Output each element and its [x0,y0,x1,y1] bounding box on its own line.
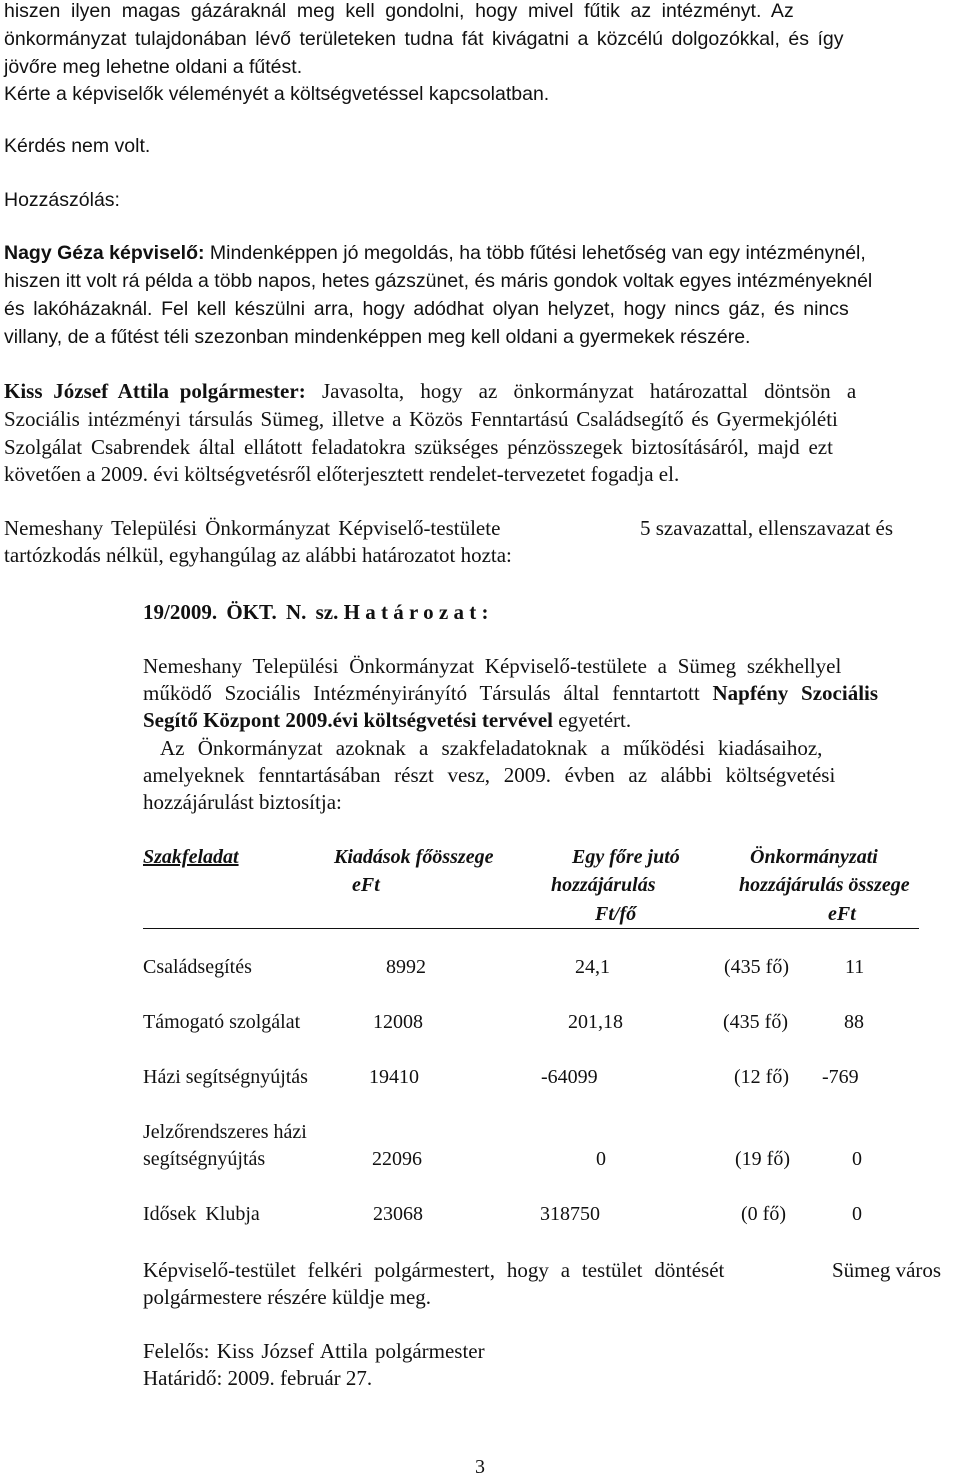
row-persons: (435 fő) [723,1011,788,1033]
kiss-speaker: Kiss József Attila polgármester: [4,379,306,403]
resolution-p1-line-3 [143,708,631,733]
nagy-line-3: és lakóházaknál. Fel kell készülni arra, hogy adódhat olyan helyzet, hogy nincs gáz, és nincs [4,298,849,320]
row-per-capita: 24,1 [575,956,610,978]
nagy-line-1 [4,242,866,265]
resolution-p1-text: működő Szociális Intézményirányító Társulás által fenntartott [143,681,700,705]
closing-line-1b: Sümeg város [832,1258,942,1282]
row-contribution: 0 [852,1203,862,1225]
nagy-speaker: Nagy Géza képviselő: [4,242,205,264]
table-header-total-1: Kiadások főösszege [334,846,494,868]
table-header-per-capita-1: Egy főre jutó [572,846,680,868]
row-per-capita: 0 [596,1148,606,1170]
no-question-note: Kérdés nem volt. [4,135,151,157]
row-name: Jelzőrendszeres házi [143,1121,307,1143]
row-total: 12008 [373,1011,423,1033]
row-persons: (19 fő) [735,1148,790,1170]
row-contribution: 88 [844,1011,864,1033]
nagy-line-2: hiszen itt volt rá példa a több napos, hetes gázszünet, és máris gondok voltak egyes intézményeknél [4,270,873,292]
table-header-contribution-1: Önkormányzati [750,846,878,868]
intro-line-1 [4,0,954,23]
kiss-text-1: Javasolta, hogy az önkormányzat határozattal döntsön a [305,379,857,403]
kiss-line-2: Szociális intézményi társulás Sümeg, illetve a Közös Fenntartású Családsegítő és Gyermekjóléti [4,407,838,431]
row-name: Idősek Klubja [143,1203,260,1225]
resolution-p2-line-1: Az Önkormányzat azoknak a szakfeladatoknak a működési kiadásaihoz, [160,736,823,760]
resolution-p1-line-1: Nemeshany Települési Önkormányzat Képviselő-testülete a Sümeg székhellyel [143,654,842,678]
row-name: Támogató szolgálat [143,1011,301,1033]
row-total: 22096 [372,1148,422,1170]
row-total: 8992 [386,956,426,978]
vote-line-1a: Nemeshany Települési Önkormányzat Képviselő-testülete [4,516,501,540]
page-number: 3 [475,1456,485,1478]
resolution-center-name: Napfény Szociális [712,681,879,705]
resolution-p1-line-2 [143,681,878,706]
row-per-capita: 201,18 [568,1011,623,1033]
resolution-number: 19/2009. ÖKT. N. sz. [143,600,339,624]
table-header-contribution-3: eFt [828,903,856,925]
row-persons: (12 fő) [734,1066,789,1088]
nagy-text-1: Mindenképpen jó megoldás, ha több fűtési lehetőség van egy intézménynél, [204,242,866,264]
deadline: Határidő: 2009. február 27. [143,1366,373,1390]
kiss-line-4: követően a 2009. évi költségvetésről előterjesztett rendelet-tervezetet fogadja el. [4,462,680,486]
resolution-budget-plan: Segítő Központ 2009.évi költségvetési tervével [143,708,553,732]
intro-line-2: önkormányzat tulajdonában lévő területeken tudna fát kivágatni a közcélú dolgozókkal, és így [4,28,844,50]
row-total: 23068 [373,1203,423,1225]
intro-line-4: Kérte a képviselők véleményét a költségvetéssel kapcsolatban. [4,83,550,105]
row-contribution: 11 [845,956,865,978]
kiss-line-1 [4,379,856,404]
resolution-title: H a t á r o z a t : [343,600,489,624]
nagy-line-4: villany, de a fűtést téli szezonban mindenképpen meg kell oldani a gyermekek részére. [4,326,751,348]
row-persons: (0 fő) [741,1203,786,1225]
resolution-p2-line-3: hozzájárulást biztosítja: [143,790,342,814]
row-contribution: -769 [822,1066,859,1088]
table-header-per-capita-3: Ft/fő [595,903,637,925]
row-contribution: 0 [852,1148,862,1170]
intro-line-3: jövőre meg lehetne oldani a fűtést. [4,56,303,78]
table-header-szakfeladat: Szakfeladat [143,846,239,868]
kiss-line-3: Szolgálat Csabrendek által ellátott feladatokra szükséges pénzösszegek biztosításáról, majd ezt [4,435,833,459]
vote-line-1b: 5 szavazattal, ellenszavazat és [640,516,894,540]
intro-line-1-text: hiszen ilyen magas gázáraknál meg kell gondolni, hogy mivel fűtik az intézményt. Az [4,0,794,22]
row-name-cont: segítségnyújtás [143,1148,266,1170]
responsible-person: Felelős: Kiss József Attila polgármester [143,1339,485,1363]
row-total: 19410 [369,1066,419,1088]
table-header-total-2: eFt [352,874,380,896]
resolution-header [143,600,488,625]
row-per-capita: -64099 [541,1066,598,1088]
row-name: Házi segítségnyújtás [143,1066,308,1088]
closing-line-1a: Képviselő-testület felkéri polgármestert, hogy a testület döntését [143,1258,725,1282]
resolution-p2-line-2: amelyeknek fenntartásában részt vesz, 2009. évben az alábbi költségvetési [143,763,836,787]
resolution-agree: egyetért. [553,708,632,732]
closing-line-2: polgármestere részére küldje meg. [143,1285,432,1309]
comments-heading: Hozzászólás: [4,189,120,211]
table-header-per-capita-2: hozzájárulás [551,874,656,896]
table-header-rule [143,928,919,929]
row-persons: (435 fő) [724,956,789,978]
table-header-contribution-2: hozzájárulás összege [739,874,910,896]
row-name: Családsegítés [143,956,252,978]
row-per-capita: 318750 [540,1203,600,1225]
vote-line-2: tartózkodás nélkül, egyhangúlag az alábbi határozatot hozta: [4,543,512,567]
